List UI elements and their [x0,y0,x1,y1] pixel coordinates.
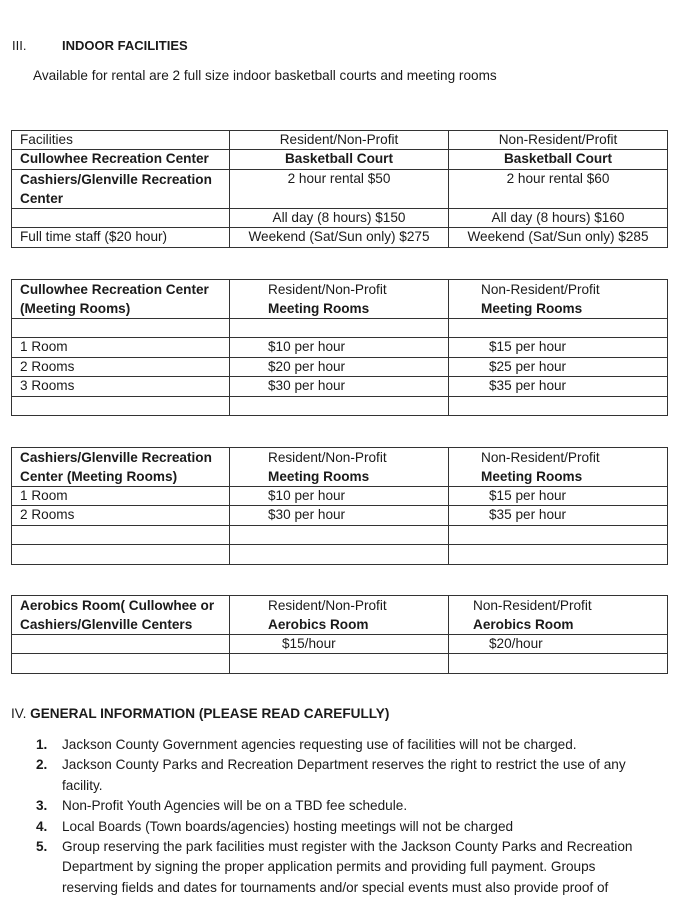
table-row [12,654,668,673]
table-cell: 2 Rooms [12,506,230,525]
table-cell [230,280,449,319]
table-cell: Basketball Court [449,150,668,169]
section-3-number: III. [12,38,27,53]
table-cell: Cullowhee Recreation Center [12,150,230,169]
table-cell: $35 per hour [449,377,668,396]
aerobics-room-table [11,595,668,674]
table-cell: $15 per hour [449,487,668,506]
table-cell [449,280,668,319]
table-cell-sublabel: Meeting Rooms [268,301,370,316]
table-cell: 1 Room [12,338,230,357]
table-cell [12,319,230,338]
table-cell: 3 Rooms [12,377,230,396]
table-row [12,150,668,169]
table-cell [12,208,230,227]
table-row [12,319,668,338]
general-information-list [0,735,674,898]
table-cell: Cashiers/Glenville Recreation Center [12,169,230,208]
table-cell: $30 per hour [230,506,449,525]
table-cell [230,525,449,544]
table-cell [230,545,449,564]
table-cell [230,396,449,415]
table-row [12,487,668,506]
table-cell: $30 per hour [230,377,449,396]
section-4-title: GENERAL INFORMATION (PLEASE READ CAREFULLY) [30,706,390,721]
table-cell-label: Resident/Non-Profit [268,450,387,465]
list-item-number: 2. [36,757,48,773]
table-cell [449,448,668,487]
list-item-text: Local Boards (Town boards/agencies) hosting meetings will not be charged [62,818,514,834]
table-cell-label: Resident/Non-Profit [268,598,387,613]
table-cell: Non-Resident/Profit [449,131,668,150]
table-row [12,506,668,525]
section-4-heading [11,706,389,721]
list-item [0,837,674,898]
table-row [12,208,668,227]
table-cell-label: Non-Resident/Profit [473,598,592,613]
list-item-number: 1. [36,737,48,752]
table-cell-sublabel: Meeting Rooms [481,469,583,484]
table-cell [449,596,668,635]
table-cell: $15 per hour [449,338,668,357]
table-cell: Weekend (Sat/Sun only) $285 [449,228,668,247]
table-row [12,396,668,415]
table-row [12,377,668,396]
table-cell-sublabel: Meeting Rooms [481,301,583,316]
table-cell: Basketball Court [230,150,449,169]
list-item [0,735,674,755]
table-cell: Aerobics Room( Cullowhee or Cashiers/Glenville Centers [12,596,230,635]
table-cell-label: Non-Resident/Profit [481,450,600,465]
table-header-row [12,131,668,150]
table-cell: Resident/Non-Profit [230,131,449,150]
table-cell-label: Non-Resident/Profit [481,282,600,297]
table-header-row [12,280,668,319]
section-3-title: INDOOR FACILITIES [62,38,188,53]
list-item-number: 4. [36,818,48,834]
table-cell [449,525,668,544]
table-cell: 2 hour rental $60 [449,169,668,208]
table-cell-label: Resident/Non-Profit [268,282,387,297]
list-item-text: Jackson County Government agencies requesting use of facilities will not be charged. [62,737,577,752]
table-cell [12,396,230,415]
table-row [12,545,668,564]
table-cell [230,448,449,487]
table-cell-sublabel: Aerobics Room [268,617,369,632]
table-cell [449,319,668,338]
table-cell [230,319,449,338]
table-cell-sublabel: Aerobics Room [473,617,574,632]
table-cell: Weekend (Sat/Sun only) $275 [230,228,449,247]
table-header-row [12,448,668,487]
table-cell: Cashiers/Glenville Recreation Center (Meeting Rooms) [12,448,230,487]
table-cell: $20 per hour [230,357,449,376]
table-cell: $25 per hour [449,357,668,376]
list-item [0,755,674,796]
table-cell: 2 Rooms [12,357,230,376]
table-cell [12,654,230,673]
table-row [12,169,668,208]
table-cell-sublabel: Meeting Rooms [268,469,370,484]
section-3-intro: Available for rental are 2 full size indoor basketball courts and meeting rooms [33,68,497,83]
list-item [0,796,674,816]
section-3-heading [12,38,188,53]
table-header-row [12,596,668,635]
table-cell [449,545,668,564]
table-cell: $10 per hour [230,338,449,357]
table-cell [230,654,449,673]
cashiers-meeting-rooms-table [11,447,668,565]
table-cell [12,635,230,654]
facilities-table [11,130,668,248]
table-row [12,525,668,544]
table-cell [449,396,668,415]
table-cell [12,545,230,564]
table-cell: $35 per hour [449,506,668,525]
list-item-text: Group reserving the park facilities must register with the Jackson County Parks and Recreation Department by signing the proper application permits and providing full payment. Groups reserving fields and dates for tournaments and/or special events must also provide proof of [62,839,633,895]
table-row [12,635,668,654]
table-cell: Cullowhee Recreation Center (Meeting Rooms) [12,280,230,319]
table-cell: Facilities [12,131,230,150]
table-cell: 1 Room [12,487,230,506]
table-cell [12,525,230,544]
list-item [0,817,674,837]
list-item-text: Non-Profit Youth Agencies will be on a TBD fee schedule. [62,798,408,814]
list-item-number: 5. [36,839,48,855]
table-cell: All day (8 hours) $160 [449,208,668,227]
list-item-number: 3. [36,798,48,814]
list-item-text: Jackson County Parks and Recreation Department reserves the right to restrict the use of any facility. [62,757,626,793]
table-cell: $15/hour [230,635,449,654]
table-row [12,357,668,376]
cullowhee-meeting-rooms-table [11,279,668,416]
table-cell: Full time staff ($20 hour) [12,228,230,247]
table-cell: 2 hour rental $50 [230,169,449,208]
table-cell: All day (8 hours) $150 [230,208,449,227]
table-cell [230,596,449,635]
table-cell: $10 per hour [230,487,449,506]
table-cell: $20/hour [449,635,668,654]
section-4-number: IV. [11,706,27,721]
table-row [12,338,668,357]
table-cell [449,654,668,673]
table-row [12,228,668,247]
